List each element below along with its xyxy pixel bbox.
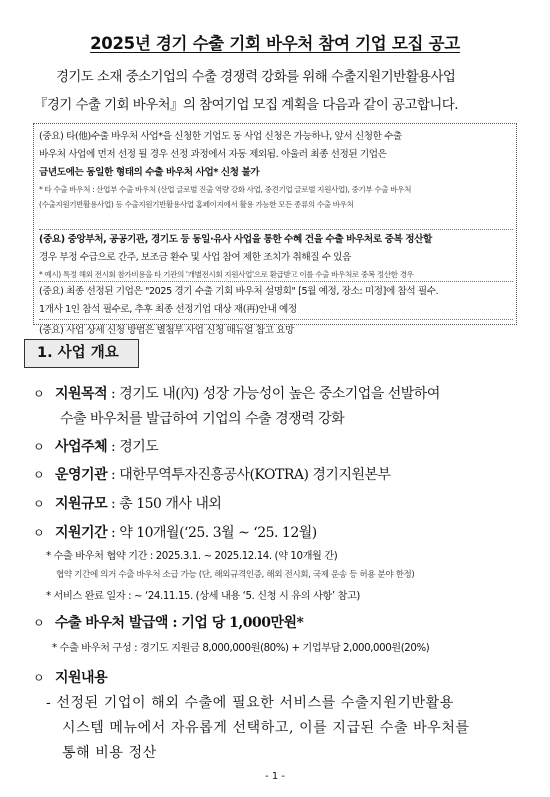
- notice-text: 바우처 사업에 먼저 선정 될 경우 선정 과정에서 자동 제외됨. 아울러 최종 선정된 기업은: [39, 149, 387, 160]
- item-text: : 경기도 내(內) 성장 가능성이 높은 중소기업을 선발하여: [107, 386, 440, 402]
- notice-text: 금년도에는 동일한 형태의 수출 바우처 사업* 신청 불가: [39, 167, 260, 178]
- item-label: 사업주체: [55, 439, 108, 455]
- intro-paragraph: [34, 64, 520, 120]
- page-number: - 1 -: [265, 771, 285, 782]
- content-line: 통해 비용 정산: [62, 745, 157, 761]
- item-label: 운영기관: [55, 467, 108, 483]
- item-amount: [33, 612, 303, 632]
- bullet-icon: ㅇ: [33, 526, 45, 540]
- notice-duplicate-voucher: [39, 127, 513, 230]
- bullet-icon: ㅇ: [33, 616, 45, 630]
- period-note: 협약 기간에 의거 수출 바우처 소급 가능 (단, 해외규격인증, 해외 전시회, 국제 운송 등 허용 분야 한정): [56, 570, 415, 580]
- intro-line-1: 경기도 소재 중소기업의 수출 경쟁력 강화를 위해 수출지원기반활용사업: [56, 70, 456, 85]
- amount-note: * 수출 바우처 구성 : 경기도 지원금 8,000,000원(80%) + 기업부담 2,000,000원(20%): [52, 643, 430, 654]
- item-operator: [33, 464, 391, 484]
- notice-text: 1개사 1인 참석 필수로, 추후 최종 선정기업 대상 재(再)안내 예정: [39, 304, 297, 315]
- item-host: [33, 436, 158, 456]
- notice-footnote: (수출지원기반활용사업) 등 수출지원기반활용사업 홈페이지에서 활용 가능한 모든 종류의 수출 바우처: [39, 200, 354, 209]
- item-purpose: [33, 383, 440, 403]
- item-label: 지원기간: [55, 525, 108, 541]
- bullet-icon: ㅇ: [33, 387, 45, 401]
- notice-briefing-session: [39, 283, 513, 320]
- notice-footnote: * 타 수출 바우처 : 산업부 수출 바우처 (산업 글로벌 진출 역량 강화 사업, 중견기업 글로벌 지원사업), 중기부 수출 바우처: [39, 185, 412, 194]
- item-label: 수출 바우처 발급액 : 기업 당 1,000만원*: [55, 615, 304, 631]
- notice-text: (중요) 사업 상세 신청 방법은 별첨부 사업 신청 매뉴얼 참고 요망: [39, 325, 294, 336]
- bullet-icon: ㅇ: [33, 671, 45, 685]
- item-scale: [33, 493, 221, 513]
- item-content: [33, 667, 107, 687]
- item-text: : 약 10개월(‘25. 3월 ~ ‘25. 12월): [107, 525, 317, 541]
- bullet-icon: ㅇ: [33, 468, 45, 482]
- item-label: 지원목적: [55, 386, 108, 402]
- section-heading: 1. 사업 개요: [24, 339, 139, 368]
- page-title: 2025년 경기 수출 기회 바우처 참여 기업 모집 공고: [90, 34, 460, 53]
- notice-footnote: * 예시) 특정 해외 전시회 참가비용을 타 기관의 '개별전시회 지원사업'으로 환급받고 이를 수출 바우처로 중복 정산한 경우: [39, 270, 414, 279]
- item-period: [33, 522, 317, 542]
- item-text-continued: 수출 바우처를 발급하여 기업의 수출 경쟁력 강화: [60, 411, 345, 427]
- notice-text: 경우 부정 수급으로 간주, 보조금 환수 및 사업 참여 제한 조치가 취해질 수 있음: [39, 252, 351, 263]
- important-notice-box: [33, 123, 517, 336]
- period-note: * 서비스 완료 일자 : ~ ‘24.11.15. (상세 내용 ‘5. 신청 시 유의 사항’ 참고): [46, 591, 361, 602]
- bullet-icon: ㅇ: [33, 497, 45, 511]
- intro-line-2: 『경기 수출 기회 바우처』의 참여기업 모집 계획을 다음과 같이 공고합니다.: [34, 98, 458, 113]
- item-text: : 대한무역투자진흥공사(KOTRA) 경기지원본부: [107, 467, 391, 483]
- content-line: - 선정된 기업이 해외 수출에 필요한 서비스를 수출지원기반활용: [46, 695, 454, 711]
- item-label: 지원내용: [55, 670, 108, 686]
- item-text: : 총 150 개사 내외: [107, 496, 222, 512]
- notice-text: (중요) 최종 선정된 기업은 "2025 경기 수출 기회 바우처 설명회" [5월 예정, 장소: 미정]에 참석 필수.: [39, 286, 439, 297]
- item-text: : 경기도: [107, 439, 159, 455]
- notice-text: (중요) 중앙부처, 공공기관, 경기도 등 동일·유사 사업을 통한 수혜 건을 수출 바우처로 중복 정산할: [39, 234, 432, 245]
- bullet-icon: ㅇ: [33, 440, 45, 454]
- notice-double-claim: [39, 231, 513, 282]
- item-label: 지원규모: [55, 496, 108, 512]
- notice-text: (중요) 타(他)수출 바우처 사업*을 신청한 기업도 동 사업 신청은 가능하나, 앞서 신청한 수출: [39, 131, 402, 142]
- content-line: 시스템 메뉴에서 자유롭게 선택하고, 이를 지급된 수출 바우처를: [62, 720, 470, 736]
- period-note: * 수출 바우처 협약 기간 : 2025.3.1. ~ 2025.12.14. (약 10개월 간): [46, 551, 338, 562]
